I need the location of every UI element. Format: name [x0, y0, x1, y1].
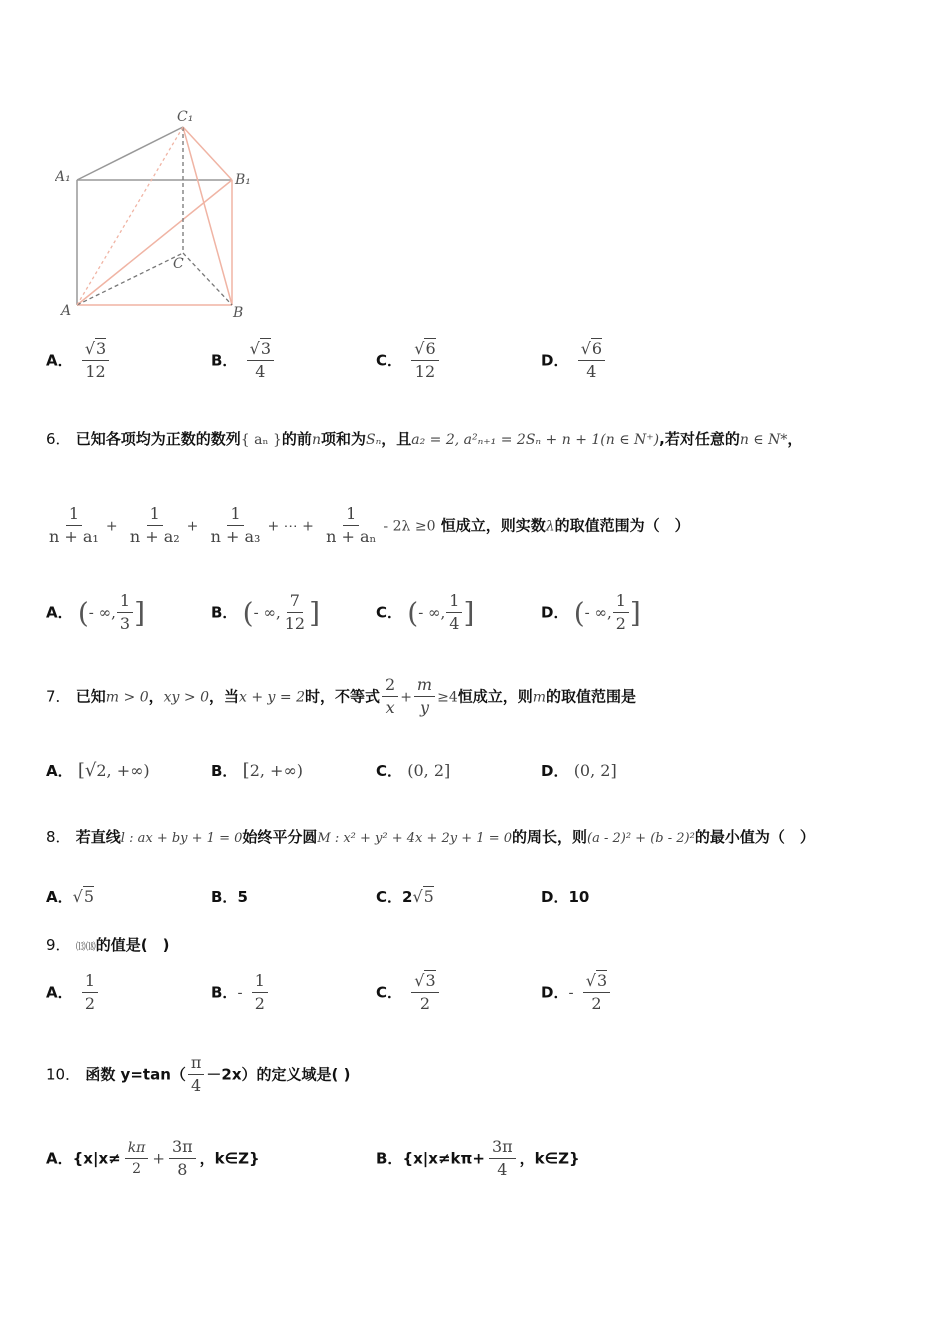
q6-option-d[interactable]: D． (- ∞, $\frac{1}{2}$ ]: [541, 591, 641, 634]
q8-stem: 8． 若直线l : ax + by + 1 = 0始终平分圆M : x² + y² + 4x + 2y + 1 = 0的周长，则(a - 2)² + (b - 2)²的最小值为（ ）: [46, 828, 815, 846]
q5-option-a[interactable]: A． $\frac{√3}{12}$: [46, 340, 113, 382]
label-a1: A₁: [55, 169, 71, 185]
label-b: B: [233, 305, 244, 321]
q9-stem: 9． ⒀⒅的值是( ): [46, 936, 170, 954]
edge-a-b1: [77, 180, 232, 305]
q6-inequality: $\frac{1}{\text{n + a₁}}$ + $\frac{1}{\text{n + a₂}}$ + $\frac{1}{\text{n + a₃}}$ + ⋯ + $\frac{1}{\text{n + aₙ}}$ - 2λ ≥0 恒成立，则实数λ的取值范围为（ ）: [49, 504, 690, 547]
q6-stem: 6． 已知各项均为正数的数列{ aₙ }的前n项和为Sₙ，且a₂ = 2, a²ₙ₊₁ = 2Sₙ + n + 1(n ∈ N⁺),若对任意的n ∈ N*，: [46, 430, 803, 448]
q7-option-c[interactable]: C． (0, 2]: [376, 761, 451, 780]
q8-option-a[interactable]: A．√5: [46, 887, 94, 906]
q5-option-c[interactable]: C． $\frac{√6}{12}$: [376, 340, 443, 382]
q10-option-b[interactable]: B．{x|x≠kπ+ $\frac{3\pi}{4}$ ，k∈Z}: [376, 1137, 580, 1180]
q7-option-a[interactable]: A． [√2, +∞): [46, 760, 150, 781]
q5-option-d[interactable]: D． $\frac{√6}{4}$: [541, 340, 609, 382]
q7-option-d[interactable]: D． (0, 2]: [541, 761, 617, 780]
q9-option-a[interactable]: A． $\frac{1}{2}$: [46, 972, 102, 1014]
label-b1: B₁: [235, 172, 251, 188]
q7-option-b[interactable]: B． [2, +∞): [211, 760, 304, 781]
q6-option-c[interactable]: C． (- ∞, $\frac{1}{4}$ ]: [376, 591, 475, 634]
q6-option-a[interactable]: A． (- ∞, $\frac{1}{3}$ ]: [46, 591, 146, 634]
prism-figure: [55, 105, 265, 325]
q8-option-d[interactable]: D．10: [541, 888, 590, 906]
q10-option-a[interactable]: A．{x|x≠ $\frac{k\pi}{2}$ + $\frac{3\pi}{8}$ ，k∈Z}: [46, 1137, 260, 1180]
label-a: A: [61, 303, 72, 319]
q9-option-d[interactable]: D．- $\frac{√3}{2}$: [541, 972, 614, 1014]
q5-option-b[interactable]: B． $\frac{√3}{4}$: [211, 340, 278, 382]
q9-option-c[interactable]: C． $\frac{√3}{2}$: [376, 972, 443, 1014]
label-c1: C₁: [177, 109, 194, 125]
q9-option-b[interactable]: B．- $\frac{1}{2}$: [211, 972, 272, 1014]
q10-stem: 10． 函数 y=tan（ $\frac{\pi}{4}$ －2x）的定义域是( ): [46, 1053, 351, 1096]
q8-option-c[interactable]: C．2√5: [376, 887, 434, 906]
label-c: C: [173, 256, 184, 272]
q8-option-b[interactable]: B．5: [211, 888, 248, 906]
q7-stem: 7． 已知m > 0，xy > 0，当x + y = 2时，不等式 $\frac{2}{x}$ + $\frac{m}{y}$ ≥4恒成立，则m的取值范围是: [46, 675, 637, 718]
q6-option-b[interactable]: B． (- ∞, $\frac{7}{12}$ ]: [211, 591, 321, 634]
